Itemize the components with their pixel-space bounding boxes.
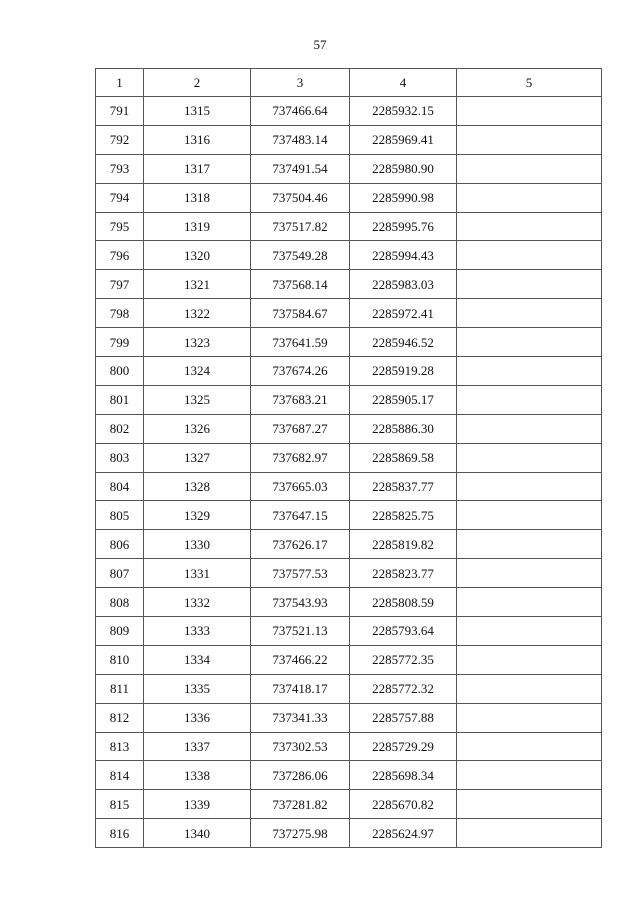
point-id-cell: 1325 [144, 385, 251, 414]
x-coordinate-cell: 737647.15 [251, 501, 350, 530]
point-id-cell: 1328 [144, 472, 251, 501]
y-coordinate-cell: 2285932.15 [350, 97, 457, 126]
table-row [96, 559, 602, 588]
note-cell [457, 328, 602, 357]
point-id-cell: 1316 [144, 125, 251, 154]
page-number: 57 [313, 37, 327, 52]
note-cell [457, 357, 602, 386]
table-row [96, 674, 602, 703]
y-coordinate-cell: 2285698.34 [350, 761, 457, 790]
note-cell [457, 270, 602, 299]
x-coordinate-cell: 737683.21 [251, 385, 350, 414]
note-cell [457, 761, 602, 790]
table-row [96, 588, 602, 617]
point-id-cell: 1331 [144, 559, 251, 588]
x-coordinate-cell: 737341.33 [251, 703, 350, 732]
note-cell [457, 617, 602, 646]
table-row [96, 414, 602, 443]
x-coordinate-cell: 737466.22 [251, 645, 350, 674]
column-header-4: 4 [350, 69, 457, 97]
x-coordinate-cell: 737687.27 [251, 414, 350, 443]
table-row [96, 443, 602, 472]
table-row [96, 299, 602, 328]
note-cell [457, 183, 602, 212]
y-coordinate-cell: 2285869.58 [350, 443, 457, 472]
y-coordinate-cell: 2285837.77 [350, 472, 457, 501]
x-coordinate-cell: 737466.64 [251, 97, 350, 126]
table-row [96, 154, 602, 183]
column-header-5: 5 [457, 69, 602, 97]
note-cell [457, 819, 602, 848]
x-coordinate-cell: 737521.13 [251, 617, 350, 646]
y-coordinate-cell: 2285886.30 [350, 414, 457, 443]
row-number-cell: 815 [96, 790, 144, 819]
table-body [96, 97, 602, 848]
point-id-cell: 1339 [144, 790, 251, 819]
point-id-cell: 1317 [144, 154, 251, 183]
row-number-cell: 803 [96, 443, 144, 472]
note-cell [457, 703, 602, 732]
note-cell [457, 385, 602, 414]
point-id-cell: 1336 [144, 703, 251, 732]
table-row [96, 501, 602, 530]
row-number-cell: 795 [96, 212, 144, 241]
row-number-cell: 791 [96, 97, 144, 126]
table-row [96, 732, 602, 761]
point-id-cell: 1330 [144, 530, 251, 559]
y-coordinate-cell: 2285624.97 [350, 819, 457, 848]
table-row [96, 212, 602, 241]
row-number-cell: 794 [96, 183, 144, 212]
table-row [96, 357, 602, 386]
row-number-cell: 814 [96, 761, 144, 790]
point-id-cell: 1334 [144, 645, 251, 674]
column-header-3: 3 [251, 69, 350, 97]
y-coordinate-cell: 2285772.32 [350, 674, 457, 703]
column-header-2: 2 [144, 69, 251, 97]
table-row [96, 703, 602, 732]
row-number-cell: 802 [96, 414, 144, 443]
table-row [96, 472, 602, 501]
y-coordinate-cell: 2285983.03 [350, 270, 457, 299]
x-coordinate-cell: 737626.17 [251, 530, 350, 559]
note-cell [457, 645, 602, 674]
y-coordinate-cell: 2285995.76 [350, 212, 457, 241]
x-coordinate-cell: 737641.59 [251, 328, 350, 357]
note-cell [457, 125, 602, 154]
point-id-cell: 1329 [144, 501, 251, 530]
table-row [96, 125, 602, 154]
row-number-cell: 796 [96, 241, 144, 270]
x-coordinate-cell: 737483.14 [251, 125, 350, 154]
note-cell [457, 674, 602, 703]
row-number-cell: 797 [96, 270, 144, 299]
x-coordinate-cell: 737275.98 [251, 819, 350, 848]
y-coordinate-cell: 2285980.90 [350, 154, 457, 183]
table-row [96, 819, 602, 848]
x-coordinate-cell: 737281.82 [251, 790, 350, 819]
table-row [96, 530, 602, 559]
row-number-cell: 813 [96, 732, 144, 761]
x-coordinate-cell: 737418.17 [251, 674, 350, 703]
point-id-cell: 1338 [144, 761, 251, 790]
row-number-cell: 810 [96, 645, 144, 674]
table-row [96, 617, 602, 646]
point-id-cell: 1318 [144, 183, 251, 212]
note-cell [457, 588, 602, 617]
table-header-row [96, 69, 602, 97]
point-id-cell: 1335 [144, 674, 251, 703]
row-number-cell: 798 [96, 299, 144, 328]
note-cell [457, 241, 602, 270]
table-row [96, 97, 602, 126]
table-row [96, 270, 602, 299]
row-number-cell: 812 [96, 703, 144, 732]
note-cell [457, 154, 602, 183]
note-cell [457, 472, 602, 501]
point-id-cell: 1323 [144, 328, 251, 357]
x-coordinate-cell: 737543.93 [251, 588, 350, 617]
x-coordinate-cell: 737577.53 [251, 559, 350, 588]
note-cell [457, 212, 602, 241]
row-number-cell: 801 [96, 385, 144, 414]
y-coordinate-cell: 2285757.88 [350, 703, 457, 732]
y-coordinate-cell: 2285729.29 [350, 732, 457, 761]
x-coordinate-cell: 737517.82 [251, 212, 350, 241]
y-coordinate-cell: 2285990.98 [350, 183, 457, 212]
y-coordinate-cell: 2285819.82 [350, 530, 457, 559]
row-number-cell: 792 [96, 125, 144, 154]
x-coordinate-cell: 737682.97 [251, 443, 350, 472]
row-number-cell: 793 [96, 154, 144, 183]
table-row [96, 385, 602, 414]
x-coordinate-cell: 737549.28 [251, 241, 350, 270]
y-coordinate-cell: 2285972.41 [350, 299, 457, 328]
x-coordinate-cell: 737286.06 [251, 761, 350, 790]
table-row [96, 183, 602, 212]
point-id-cell: 1340 [144, 819, 251, 848]
point-id-cell: 1321 [144, 270, 251, 299]
y-coordinate-cell: 2285905.17 [350, 385, 457, 414]
note-cell [457, 97, 602, 126]
x-coordinate-cell: 737584.67 [251, 299, 350, 328]
point-id-cell: 1333 [144, 617, 251, 646]
note-cell [457, 559, 602, 588]
point-id-cell: 1324 [144, 357, 251, 386]
x-coordinate-cell: 737302.53 [251, 732, 350, 761]
row-number-cell: 807 [96, 559, 144, 588]
table-row [96, 645, 602, 674]
point-id-cell: 1326 [144, 414, 251, 443]
y-coordinate-cell: 2285919.28 [350, 357, 457, 386]
row-number-cell: 800 [96, 357, 144, 386]
x-coordinate-cell: 737674.26 [251, 357, 350, 386]
y-coordinate-cell: 2285994.43 [350, 241, 457, 270]
table-row [96, 790, 602, 819]
note-cell [457, 530, 602, 559]
row-number-cell: 809 [96, 617, 144, 646]
point-id-cell: 1320 [144, 241, 251, 270]
point-id-cell: 1337 [144, 732, 251, 761]
note-cell [457, 790, 602, 819]
table-row [96, 761, 602, 790]
x-coordinate-cell: 737665.03 [251, 472, 350, 501]
note-cell [457, 501, 602, 530]
x-coordinate-cell: 737491.54 [251, 154, 350, 183]
note-cell [457, 732, 602, 761]
row-number-cell: 804 [96, 472, 144, 501]
y-coordinate-cell: 2285793.64 [350, 617, 457, 646]
point-id-cell: 1327 [144, 443, 251, 472]
table-row [96, 241, 602, 270]
row-number-cell: 811 [96, 674, 144, 703]
point-id-cell: 1315 [144, 97, 251, 126]
y-coordinate-cell: 2285946.52 [350, 328, 457, 357]
row-number-cell: 805 [96, 501, 144, 530]
point-id-cell: 1319 [144, 212, 251, 241]
table-row [96, 328, 602, 357]
coordinates-table [95, 68, 602, 848]
y-coordinate-cell: 2285670.82 [350, 790, 457, 819]
y-coordinate-cell: 2285825.75 [350, 501, 457, 530]
note-cell [457, 414, 602, 443]
column-header-1: 1 [96, 69, 144, 97]
point-id-cell: 1332 [144, 588, 251, 617]
note-cell [457, 299, 602, 328]
y-coordinate-cell: 2285772.35 [350, 645, 457, 674]
row-number-cell: 799 [96, 328, 144, 357]
x-coordinate-cell: 737568.14 [251, 270, 350, 299]
y-coordinate-cell: 2285808.59 [350, 588, 457, 617]
note-cell [457, 443, 602, 472]
x-coordinate-cell: 737504.46 [251, 183, 350, 212]
point-id-cell: 1322 [144, 299, 251, 328]
y-coordinate-cell: 2285969.41 [350, 125, 457, 154]
row-number-cell: 808 [96, 588, 144, 617]
y-coordinate-cell: 2285823.77 [350, 559, 457, 588]
row-number-cell: 816 [96, 819, 144, 848]
row-number-cell: 806 [96, 530, 144, 559]
